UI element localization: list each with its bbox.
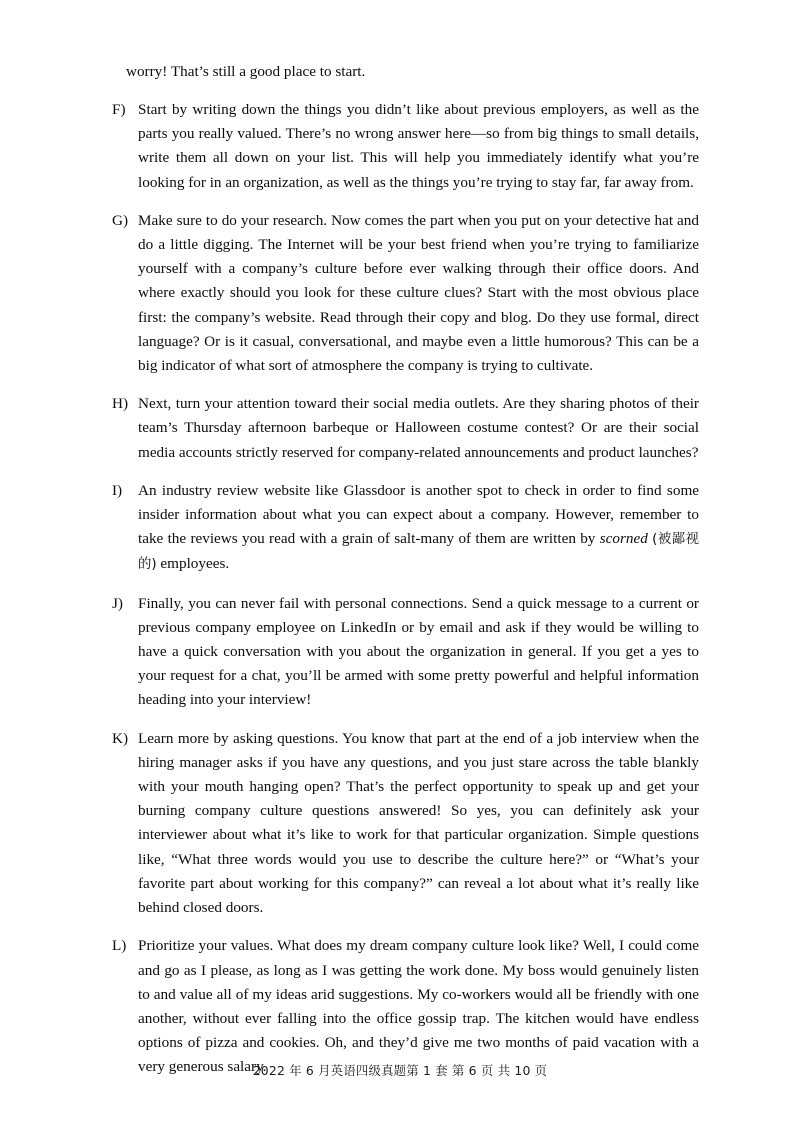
paragraph-l bbox=[112, 934, 699, 1079]
paragraph-marker-j: J) bbox=[112, 594, 123, 612]
paragraph-text-g: Make sure to do your research. Now comes the part when you put on your detective hat and do a little digging. The Internet will be your best friend when you’re trying to familiarize yourself with a company’s culture before ever walking through their office doors. And where exactly should you look for these culture clues? Start with the most obvious place first: the company’s website. Read through their copy and blog. Do they use formal, direct language? Or is it casual, conversational, and maybe even a little humorous? This can be a big indicator of what sort of atmosphere the company is trying to cultivate. bbox=[138, 211, 699, 375]
paragraph-f bbox=[112, 98, 699, 195]
paragraph-h bbox=[112, 392, 699, 465]
paragraph-marker-i: I) bbox=[112, 481, 123, 499]
carryover-line: worry! That’s still a good place to start. bbox=[126, 63, 366, 80]
paragraph-i-lead: An industry review website like Glassdoor is another spot to check in order to find some insider information about what you can expect about a company. However, remember to take the reviews you read with a grain of salt-many of them are written by bbox=[138, 481, 699, 548]
chinese-gloss: (被鄙视的) bbox=[138, 532, 699, 573]
glossed-word-scorned: scorned bbox=[599, 530, 648, 548]
paragraph-marker-f: F) bbox=[112, 101, 126, 118]
passage-body bbox=[112, 60, 699, 1080]
paragraph-text-j: Finally, you can never fail with personal connections. Send a quick message to a current or previous company employee on LinkedIn or by email and ask if they would be willing to have a quick conversation with you about the organization in general. If you get a yes to your request for a chat, you’ll be armed with some pretty powerful and helpful information heading into your interview! bbox=[138, 594, 699, 709]
paragraph-marker-l: L) bbox=[112, 937, 127, 955]
paragraph-i bbox=[112, 479, 699, 578]
paragraph-marker-g: G) bbox=[112, 211, 129, 229]
paragraph-g bbox=[112, 209, 699, 378]
paragraph-marker-k: K) bbox=[112, 729, 129, 747]
page-footer: 2022 年 6 月英语四级真题第 1 套 第 6 页 共 10 页 bbox=[252, 1063, 548, 1078]
paragraph-text-l: Prioritize your values. What does my dream company culture look like? Well, I could come and go as I please, as long as I was getting the work done. My boss would genuinely listen to and value all of my ideas arid suggestions. My co-workers would all be friendly with one another, without ever falling into the office gossip trap. The kitchen would have endless options of pizza and cookies. Oh, and they’d give me two months of paid vacation with a very generous salary. bbox=[138, 937, 699, 1076]
paragraph-k bbox=[112, 727, 699, 921]
paragraph-marker-h: H) bbox=[112, 395, 129, 413]
paragraph-text-i bbox=[126, 479, 699, 578]
paragraph-text-k: Learn more by asking questions. You know that part at the end of a job interview when the hiring manager asks if you have any questions, and you just stare across the table blankly with your mouth hanging open? That’s the perfect opportunity to speak up and get your burning company culture questions answered! So yes, you can definitely ask your interviewer about what it’s like to work for that particular organization. Simple questions like, “What three words would you use to describe the culture here?” or “What’s your favorite part about working for this company?” can reveal a lot about what it’s really like behind closed doors. bbox=[138, 729, 699, 917]
paragraph-i-tail: employees. bbox=[156, 555, 230, 573]
paragraph-text-h: Next, turn your attention toward their social media outlets. Are they sharing photos of their team’s Thursday afternoon barbeque or Halloween costume contest? Or are their social media accounts strictly reserved for company-related announcements and product launches? bbox=[138, 395, 699, 461]
paragraph-j bbox=[112, 592, 699, 713]
paragraph-text-f: Start by writing down the things you didn’t like about previous employers, as well as the parts you really valued. There’s no wrong answer here—so from big things to small details, write them all down on your list. This will help you immediately identify what you’re looking for in an organization, as well as the things you’re trying to stay far, far away from. bbox=[138, 101, 699, 191]
